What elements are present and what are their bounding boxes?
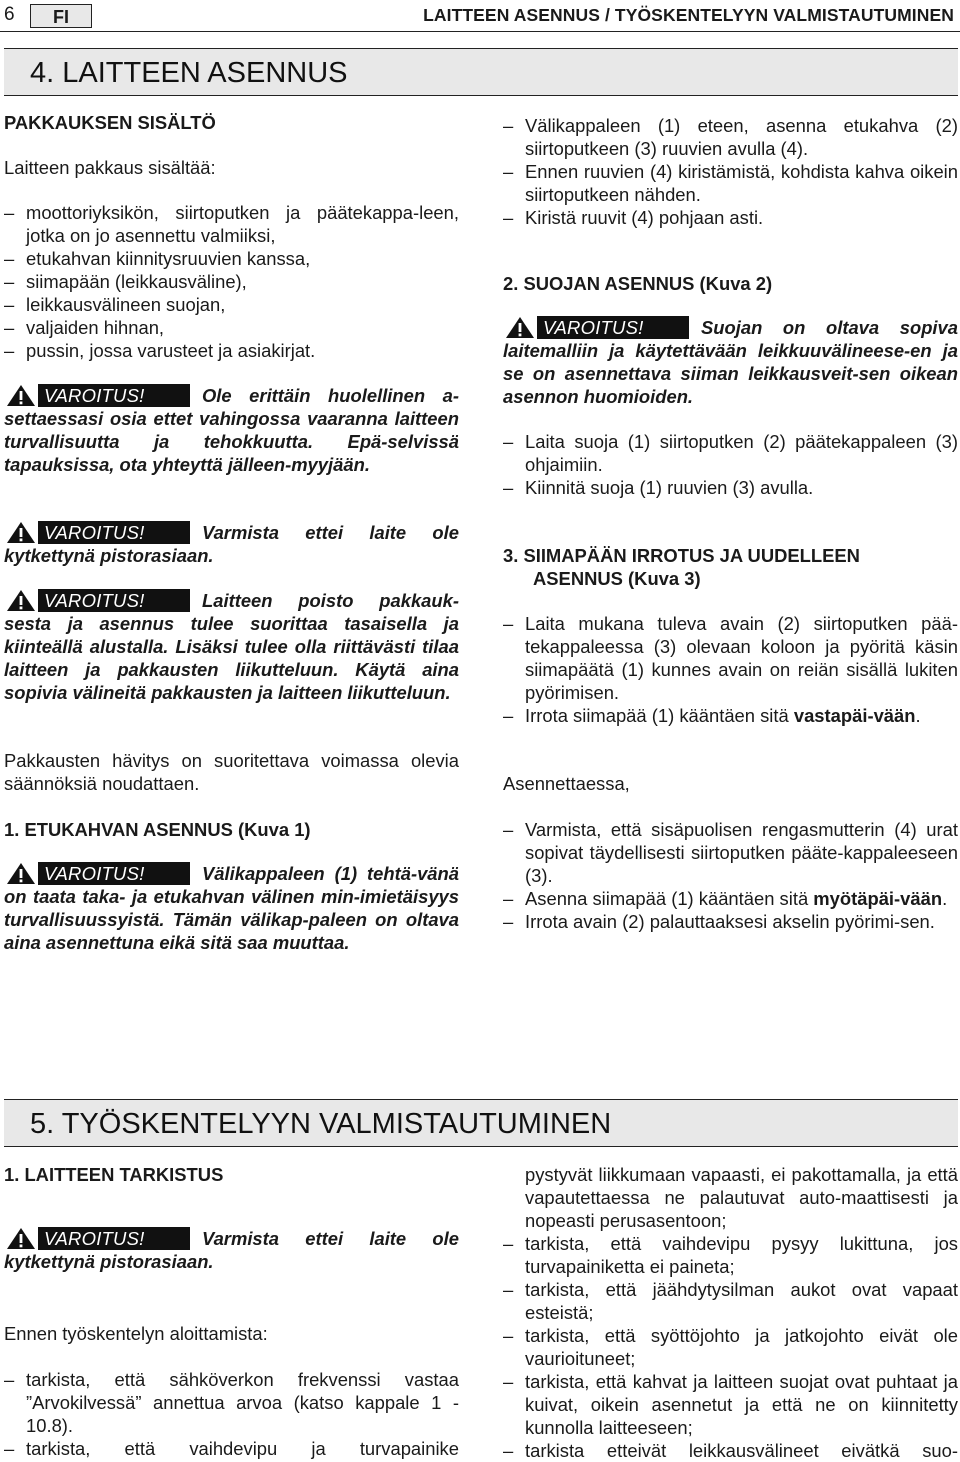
list-item: – leikkausvälineen suojan,: [4, 293, 459, 316]
siimapaa-heading-cont: ASENNUS (Kuva 3): [533, 568, 701, 589]
warning-badge: [4, 1227, 190, 1250]
warning-block: [4, 1227, 459, 1273]
tarkistus-heading: 1. LAITTEEN TARKISTUS: [4, 1164, 224, 1185]
warning-text: [4, 1227, 459, 1273]
warning-body: Suojan on oltava sopiva laitemalliin ja käytettävään leikkuuvälineese-en ja se on asennettava siiman leikkausveit-sen oikean asennon huomioiden.: [503, 317, 958, 407]
header-rule: [0, 31, 960, 32]
tarkistus-intro-text: Ennen työskentelyn aloittamista:: [4, 1323, 268, 1344]
list-item: – tarkista, että jäähdytysilman aukot ovat vapaat esteistä;: [503, 1278, 958, 1324]
etukahva-section: [4, 818, 459, 841]
tarkistus-list-left: [4, 1368, 459, 1460]
warning-text: [4, 384, 459, 476]
list-item: – Kiinnitä suoja (1) ruuvien (3) avulla.: [503, 476, 958, 499]
disposal-note: [4, 749, 459, 795]
list-item: – Laita suoja (1) siirtoputken (2) päätekappaleen (3) ohjaimiin.: [503, 430, 958, 476]
tarkistus-section: [4, 1163, 459, 1186]
etukahva-steps: [503, 114, 958, 229]
warning-text: [503, 316, 958, 408]
pakkaus-list: [4, 201, 459, 362]
list-item: – Välikappaleen (1) eteen, asenna etukahva (2) siirtoputkeen (3) ruuvien avulla (4).: [503, 114, 958, 160]
warning-triangle-icon: [4, 862, 38, 885]
warning-triangle-icon: [4, 521, 38, 544]
list-item: – valjaiden hihnan,: [4, 316, 459, 339]
warning-text: [4, 589, 459, 704]
warning-triangle-icon: [4, 589, 38, 612]
warning-body: Varmista ettei laite ole kytkettynä pistorasiaan.: [4, 1228, 459, 1272]
suoja-heading: 2. SUOJAN ASENNUS (Kuva 2): [503, 273, 773, 294]
warning-block: [4, 384, 459, 476]
list-item: [503, 704, 958, 727]
section-4-title-box: [4, 48, 958, 96]
asenna-end: .: [942, 888, 948, 909]
warning-badge: [4, 384, 190, 407]
warning-body: Laitteen poisto pakkauk-sesta ja asennus tulee suorittaa tasaisella ja kiinteällä alustalla. Lisäksi tulee olla riittävästi tilaa laitteen ja pakkausten liikutteluun. Käytä aina sopivia välineitä pakkausten ja laitteen liikutteluun.: [4, 590, 459, 703]
warning-label: VAROITUS!: [44, 863, 145, 884]
list-item: – tarkista, että vaihdevipu ja turvapainike: [4, 1437, 459, 1460]
list-item: – moottoriyksikön, siirtoputken ja päätekappa-leen, jotka on jo asennettu valmiiksi,: [4, 201, 459, 247]
language-badge: FI: [30, 4, 92, 28]
suoja-section: [503, 272, 958, 295]
list-item: – tarkista, että sähköverkon frekvenssi vastaa ”Arvokilvessä” annettua arvoa (katso kappale 1 - 10.8).: [4, 1368, 459, 1437]
page-number: 6: [4, 4, 15, 25]
list-item: – tarkista, että vaihdevipu pysyy lukittuna, jos turvapainiketta ei paineta;: [503, 1232, 958, 1278]
asenna-text: Asenna siimapää (1) kääntäen sitä: [525, 888, 814, 909]
list-item: – siimapään (leikkausväline),: [4, 270, 459, 293]
running-header-title: LAITTEEN ASENNUS / TYÖSKENTELYYN VALMISTAUTUMINEN: [423, 5, 954, 25]
list-item: [503, 887, 958, 910]
list-item: – Ennen ruuvien (4) kiristämistä, kohdista kahva oikein siirtoputkeen nähden.: [503, 160, 958, 206]
warning-text: [4, 862, 459, 954]
asennus-steps: [503, 818, 958, 933]
warning-badge: [4, 521, 190, 544]
list-item: – Kiristä ruuvit (4) pohjaan asti.: [503, 206, 958, 229]
warning-block: [4, 862, 459, 954]
warning-badge: [4, 862, 190, 885]
pakkaus-section: [4, 111, 459, 362]
siimapaa-heading: 3. SIIMAPÄÄN IRROTUS JA UUDELLEEN: [503, 545, 860, 566]
list-item-continuation: pystyvät liikkumaan vapaasti, ei pakottamalla, ja että vapautettaessa ne palautuvat auto-maattisesti ja nopeasti perusasentoon;: [525, 1164, 958, 1231]
irrota-text: Irrota siimapää (1) kääntäen sitä: [525, 705, 794, 726]
warning-triangle-icon: [503, 316, 537, 339]
list-item: – tarkista, että kahvat ja laitteen suojat ovat puhtaat ja kuivat, oikein asennetut ja että ne on kiinnitetty kunnolla laitteeseen;: [503, 1370, 958, 1439]
irrota-direction: vastapäi-vään: [793, 705, 916, 726]
warning-body: Välikappaleen (1) tehtä-vänä on taata taka- ja etukahvan välinen min-imietäisyys turvallisuussyistä. Tämän välikap-paleen on oltava aina asennettuna eikä sitä saa muuttaa.: [4, 863, 459, 953]
siimapaa-steps: [503, 612, 958, 727]
warning-block: [4, 521, 459, 567]
list-item: – Laita mukana tuleva avain (2) siirtoputken pää-tekappaleessa (3) olevaan koloon ja pyöritä käsin siimapäätä (1) kunnes avain on reiän sisällä lukiten pyörimisen.: [503, 612, 958, 704]
pakkaus-intro: Laitteen pakkaus sisältää:: [4, 157, 216, 178]
suoja-steps: [503, 430, 958, 499]
warning-label: VAROITUS!: [44, 590, 145, 611]
warning-badge: [4, 589, 190, 612]
disposal-text: Pakkausten hävitys on suoritettava voimassa olevia säännöksiä noudattaen.: [4, 750, 459, 794]
section-5-title-box: [4, 1099, 958, 1147]
asennettaessa-text: Asennettaessa,: [503, 773, 630, 794]
section-4-title: 4. LAITTEEN ASENNUS: [30, 57, 348, 89]
tarkistus-list-right: [503, 1163, 958, 1462]
warning-label: VAROITUS!: [44, 385, 145, 406]
siimapaa-section: [503, 544, 958, 590]
warning-badge: [503, 316, 689, 339]
list-item: – pussin, jossa varusteet ja asiakirjat.: [4, 339, 459, 362]
section-5-title: 5. TYÖSKENTELYYN VALMISTAUTUMINEN: [30, 1108, 612, 1140]
warning-triangle-icon: [4, 384, 38, 407]
warning-label: VAROITUS!: [543, 317, 644, 338]
warning-block: [503, 316, 958, 408]
list-item: – tarkista, että syöttöjohto ja jatkojohto eivät ole vaurioituneet;: [503, 1324, 958, 1370]
list-item: – Irrota avain (2) palauttaaksesi akselin pyörimi-sen.: [503, 910, 958, 933]
warning-body: Varmista ettei laite ole kytkettynä pistorasiaan.: [4, 522, 459, 566]
warning-block: [4, 589, 459, 704]
asenna-direction: myötäpäi-vään: [813, 888, 943, 909]
warning-body: Ole erittäin huolellinen a-settaessasi osia ettet vahingossa vaaranna laitteen turvallisuutta ja tehokkuutta. Epä-selvissä tapauksissa, ota yhteyttä jälleen-myyjään.: [4, 385, 459, 475]
tarkistus-intro: [4, 1322, 459, 1345]
warning-triangle-icon: [4, 1227, 38, 1250]
irrota-end: .: [915, 705, 921, 726]
list-item: – Varmista, että sisäpuolisen rengasmutterin (4) urat sopivat täydellisesti siirtoputken pääte-kappaleeseen (3).: [503, 818, 958, 887]
list-item: – etukahvan kiinnitysruuvien kanssa,: [4, 247, 459, 270]
warning-text: [4, 521, 459, 567]
etukahva-heading: 1. ETUKAHVAN ASENNUS (Kuva 1): [4, 819, 311, 840]
list-item: – tarkista etteivät leikkausvälineet eivätkä suo-: [503, 1439, 958, 1462]
warning-label: VAROITUS!: [44, 1228, 145, 1249]
asennettaessa-block: [503, 772, 958, 795]
warning-label: VAROITUS!: [44, 522, 145, 543]
pakkaus-heading: PAKKAUKSEN SISÄLTÖ: [4, 112, 216, 133]
